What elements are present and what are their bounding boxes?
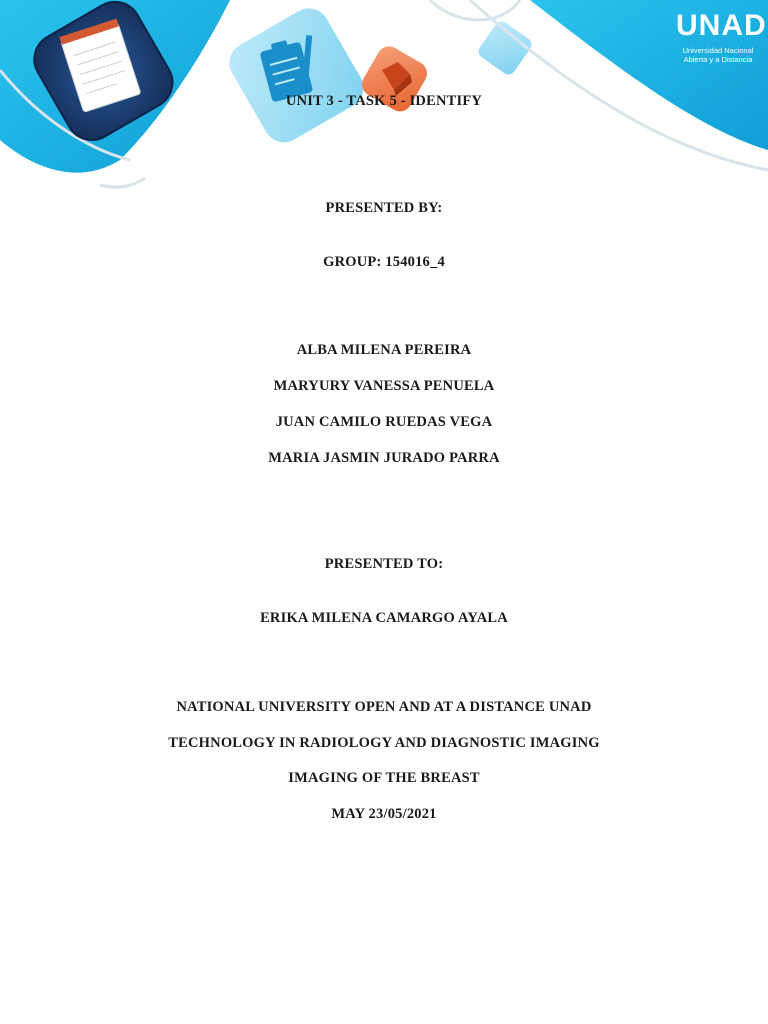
program-name: TECHNOLOGY IN RADIOLOGY AND DIAGNOSTIC IMAGING	[168, 735, 600, 751]
university-name: NATIONAL UNIVERSITY OPEN AND AT A DISTANCE UNAD	[176, 699, 592, 715]
logo-subtitle-2: Abierta y a Distancia	[683, 55, 753, 64]
member-name: MARYURY VANESSA PENUELA	[273, 378, 495, 394]
presented-to-heading: PRESENTED TO:	[324, 556, 444, 572]
submission-date: MAY 23/05/2021	[331, 806, 437, 822]
member-name: ALBA MILENA PEREIRA	[296, 342, 472, 358]
member-name: MARIA JASMIN JURADO PARRA	[268, 450, 500, 466]
presented-by-heading: PRESENTED BY:	[325, 200, 443, 216]
group-label: GROUP: 154016_4	[323, 254, 445, 270]
document-title: UNIT 3 - TASK 5 - IDENTIFY	[285, 93, 483, 109]
unad-logo	[676, 6, 767, 64]
instructor-name: ERIKA MILENA CAMARGO AYALA	[260, 610, 508, 626]
course-name: IMAGING OF THE BREAST	[288, 770, 480, 786]
logo-subtitle-1: Universidad Nacional	[682, 46, 754, 55]
logo-brand: UNAD	[676, 9, 767, 42]
member-name: JUAN CAMILO RUEDAS VEGA	[275, 414, 493, 430]
